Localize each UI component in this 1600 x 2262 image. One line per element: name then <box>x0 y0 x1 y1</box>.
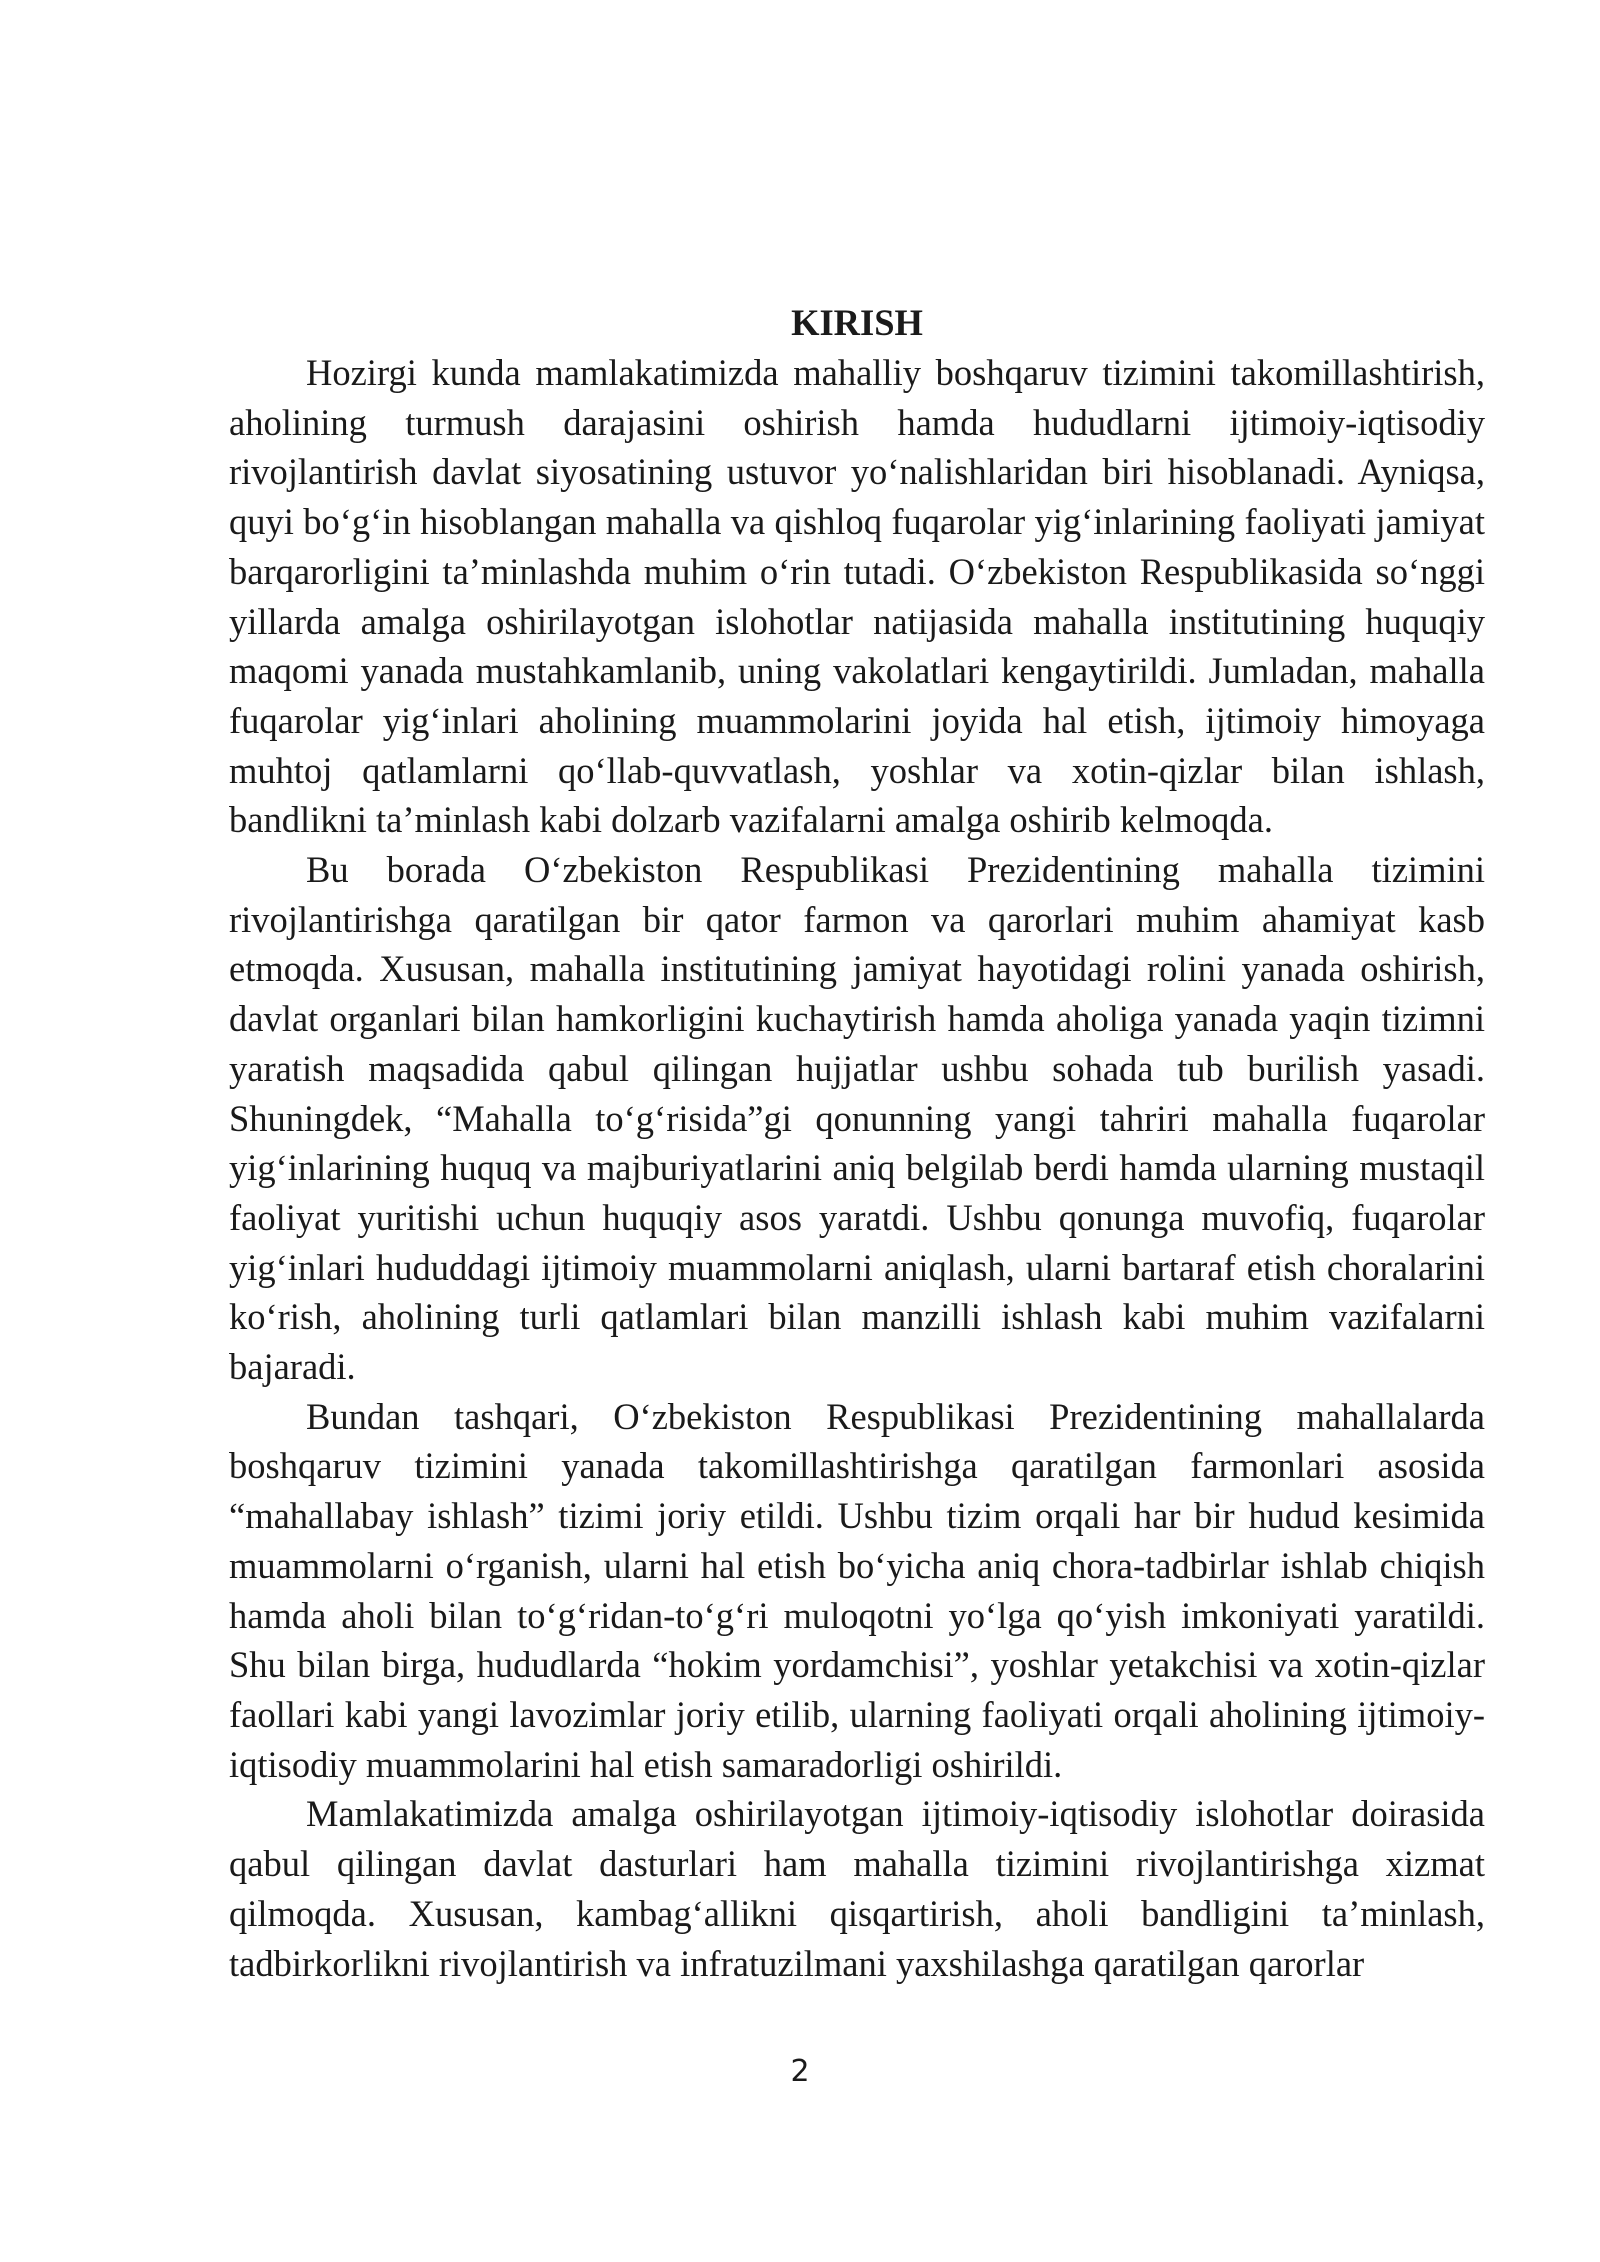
section-title: KIRISH <box>791 302 923 343</box>
paragraph-4: Mamlakatimizda amalga oshirilayotgan ijtimoiy-iqtisodiy islohotlar doirasida qabul qilingan davlat dasturlari ham mahalla tizimini rivojlantirishga xizmat qilmoqda. Xususan, kambag‘allikni qisqartirish, aholi bandligini ta’minlash, tadbirkorlikni rivojlantirish va infratuzilmani yaxshilashga qaratilgan qarorlar <box>229 1793 1485 1984</box>
paragraph-1: Hozirgi kunda mamlakatimizda mahalliy boshqaruv tizimini takomillashtirish, aholining turmush darajasini oshirish hamda hududlarni ijtimoiy-iqtisodiy rivojlantirish davlat siyosatining ustuvor yo‘nalishlaridan biri hisoblanadi. Ayniqsa, quyi bo‘g‘in hisoblangan mahalla va qishloq fuqarolar yig‘inlarining faoliyati jamiyat barqarorligini ta’minlashda muhim o‘rin tutadi. O‘zbekiston Respublikasida so‘nggi yillarda amalga oshirilayotgan islohotlar natijasida mahalla institutining huquqiy maqomi yanada mustahkamlanib, uning vakolatlari kengaytirildi. Jumladan, mahalla fuqarolar yig‘inlari aholining muammolarini joyida hal etish, ijtimoiy himoyaga muhtoj qatlamlarni qo‘llab-quvvatlash, yoshlar va xotin-qizlar bilan ishlash, bandlikni ta’minlash kabi dolzarb vazifalarni amalga oshirib kelmoqda. <box>229 352 1485 841</box>
document-body <box>229 298 1485 1988</box>
page-number: 2 <box>790 2054 810 2089</box>
paragraph-3: Bundan tashqari, O‘zbekiston Respublikasi Prezidentining mahallalarda boshqaruv tizimini yanada takomillashtirishga qaratilgan farmonlari asosida “mahallabay ishlash” tizimi joriy etildi. Ushbu tizim orqali har bir hudud kesimida muammolarni o‘rganish, ularni hal etish bo‘yicha aniq chora-tadbirlar ishlab chiqish hamda aholi bilan to‘g‘ridan-to‘g‘ri muloqotni yo‘lga qo‘yish imkoniyati yaratildi. Shu bilan birga, hududlarda “hokim yordamchisi”, yoshlar yetakchisi va xotin-qizlar faollari kabi yangi lavozimlar joriy etilib, ularning faoliyati orqali aholining ijtimoiy-iqtisodiy muammolarini hal etish samaradorligi oshirildi. <box>229 1395 1485 1785</box>
paragraph-2: Bu borada O‘zbekiston Respublikasi Prezidentining mahalla tizimini rivojlantirishga qaratilgan bir qator farmon va qarorlari muhim ahamiyat kasb etmoqda. Xususan, mahalla institutining jamiyat hayotidagi rolini yanada oshirish, davlat organlari bilan hamkorligini kuchaytirish hamda aholiga yanada yaqin tizimni yaratish maqsadida qabul qilingan hujjatlar ushbu sohada tub burilish yasadi. Shuningdek, “Mahalla to‘g‘risida”gi qonunning yangi tahriri mahalla fuqarolar yig‘inlarining huquq va majburiyatlarini aniq belgilab berdi hamda ularning mustaqil faoliyat yuritishi uchun huquqiy asos yaratdi. Ushbu qonunga muvofiq, fuqarolar yig‘inlari hududdagi ijtimoiy muammolarni aniqlash, ularni bartaraf etish choralarini ko‘rish, aholining turli qatlamlari bilan manzilli ishlash kabi muhim vazifalarni bajaradi. <box>229 849 1485 1388</box>
